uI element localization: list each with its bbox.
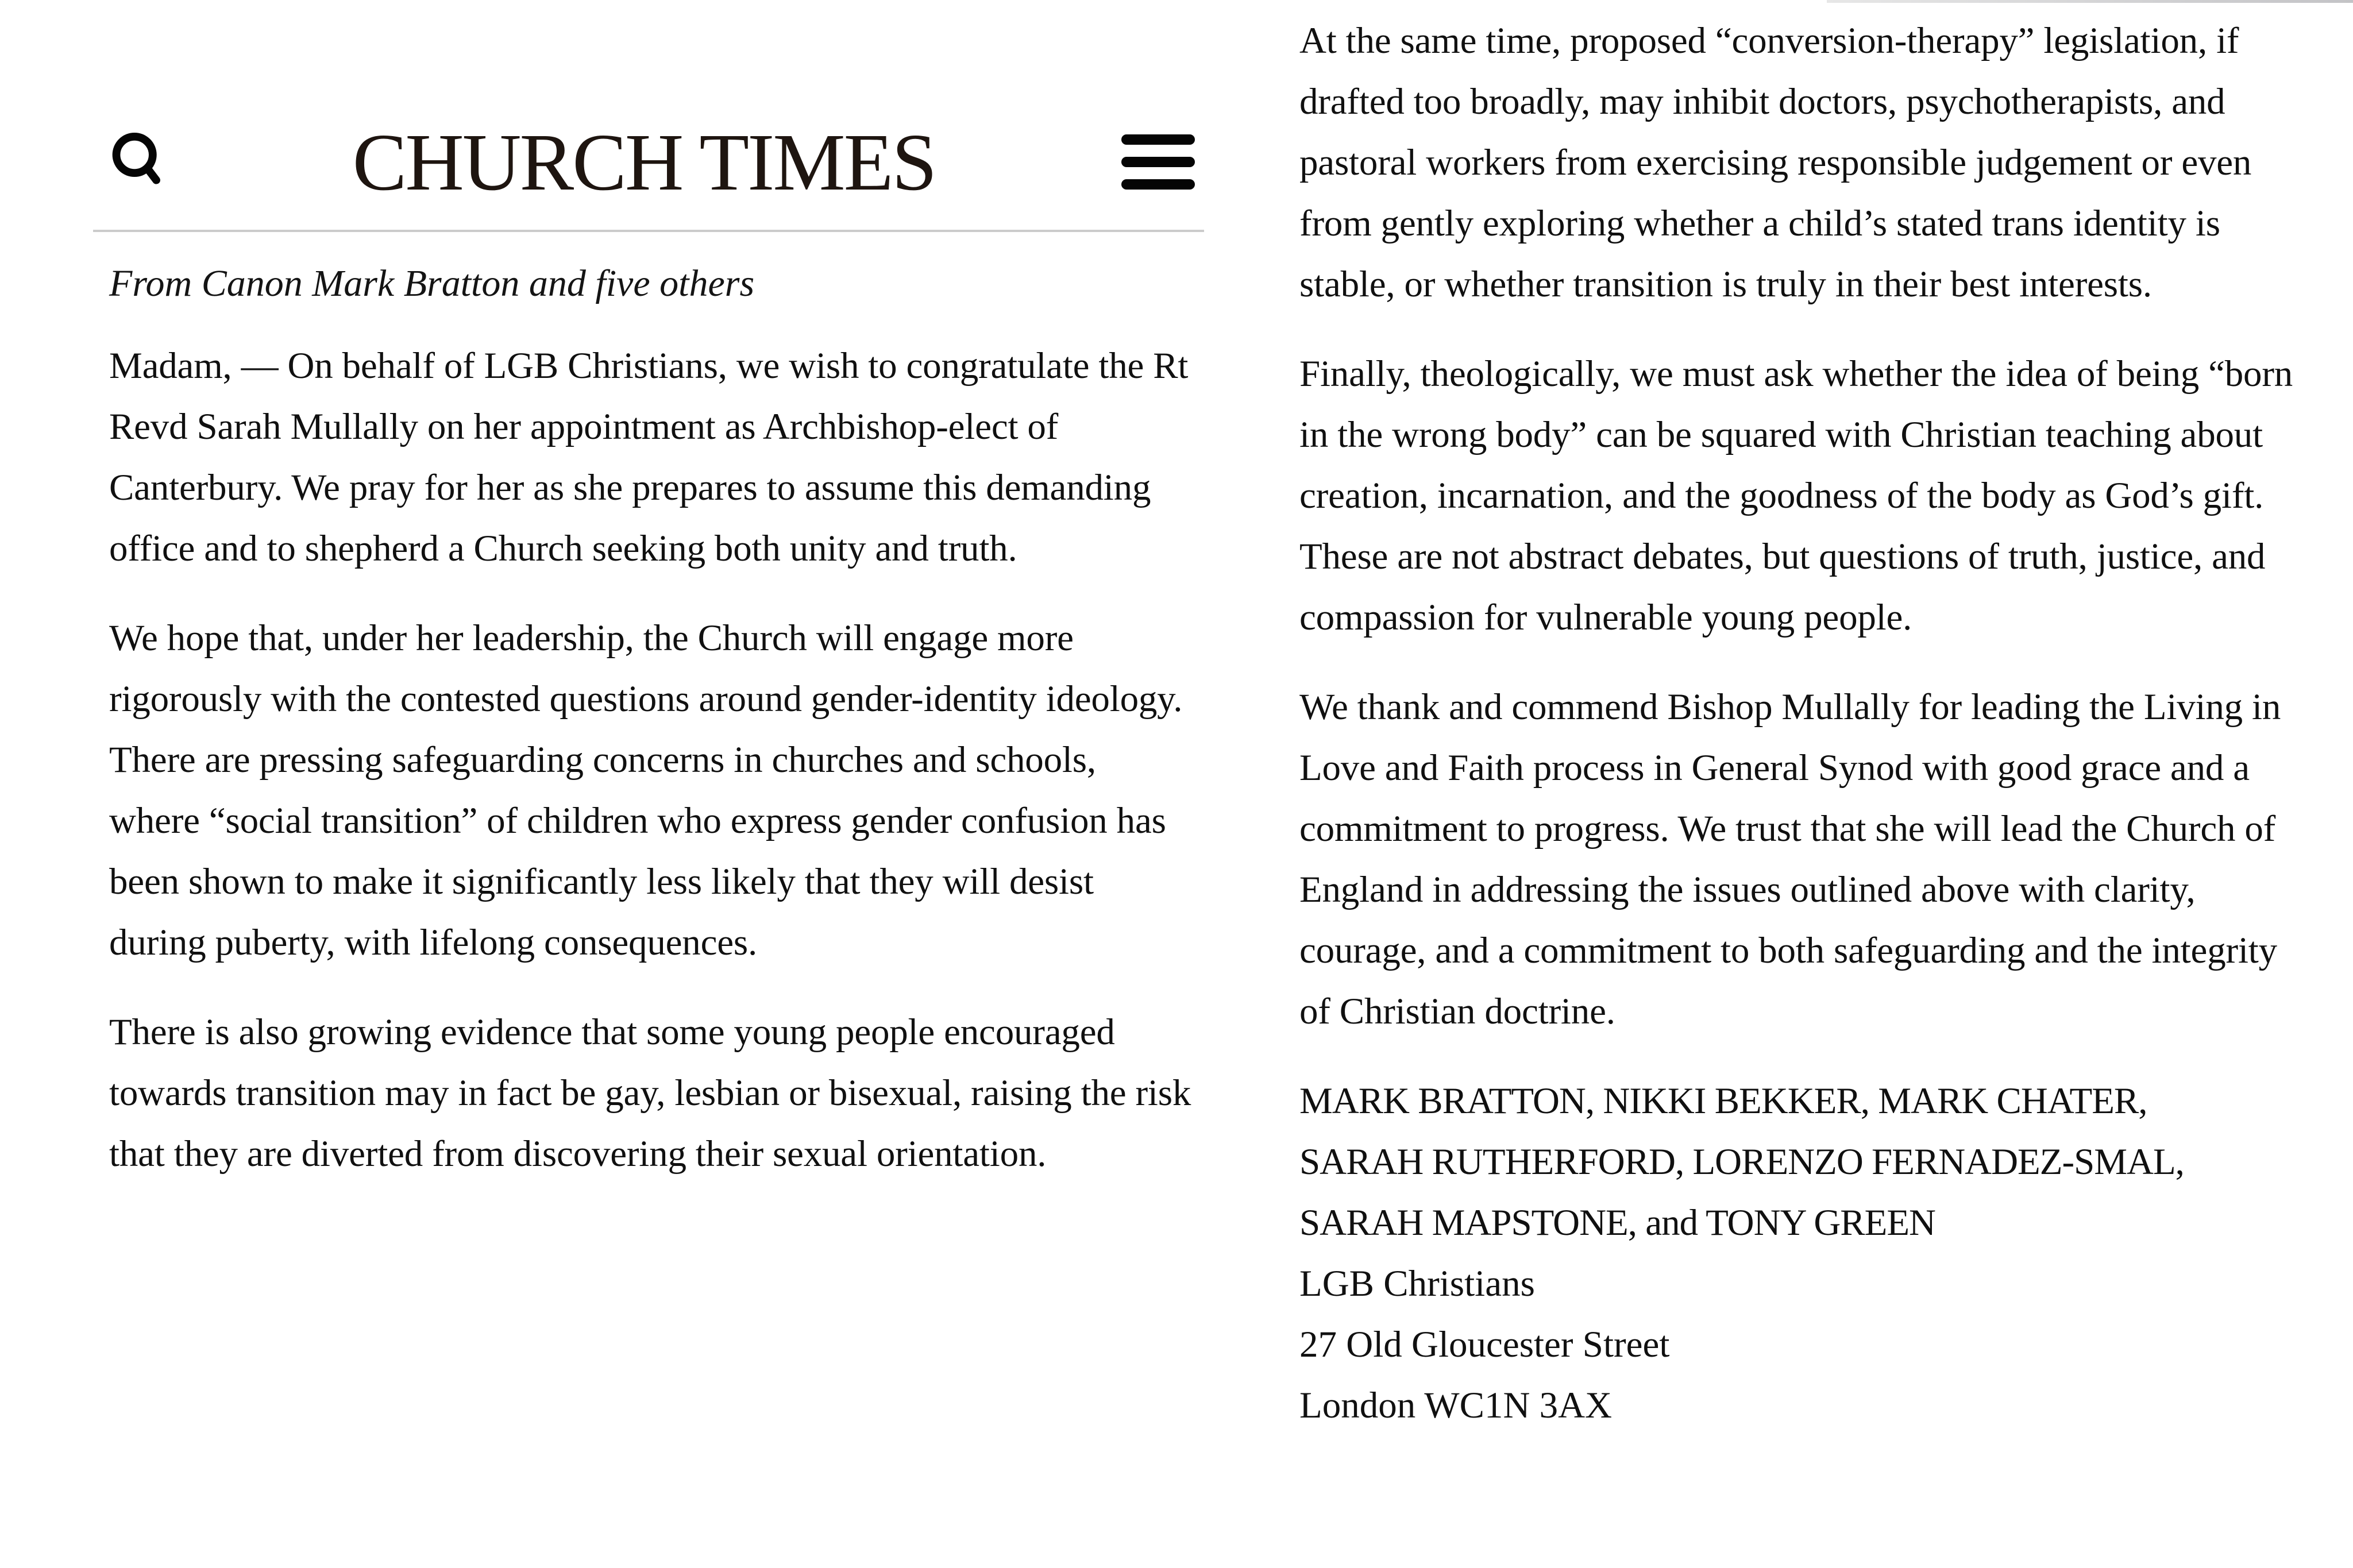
- masthead-logo[interactable]: CHURCH TIMES: [352, 117, 936, 207]
- search-icon: [109, 130, 167, 194]
- signatory-organisation: LGB Christians: [1299, 1263, 1535, 1304]
- left-column: [109, 0, 1195, 1184]
- menu-button[interactable]: [1121, 134, 1195, 190]
- signatory-names-line: SARAH RUTHERFORD, LORENZO FERNADEZ-SMAL,: [1299, 1141, 2184, 1183]
- letter-paragraph-4: At the same time, proposed “conversion-therapy” legislation, if drafted too broadly, may inhibit doctors, psychotherapists, and pastoral workers from exercising responsible judgement or even from gently exploring whether a child’s stated trans identity is stable, or whether transition is truly in their best interests.: [1299, 20, 2252, 305]
- signature-block: [1299, 1071, 2293, 1436]
- top-divider-line: [1827, 0, 2353, 3]
- signatory-address-city: London WC1N 3AX: [1299, 1385, 1613, 1426]
- letter-byline: From Canon Mark Bratton and five others: [109, 262, 755, 304]
- letter-paragraph-5: Finally, theologically, we must ask whether the idea of being “born in the wrong body” can be squared with Christian teaching about creation, incarnation, and the goodness of the body as God’s gift. These are not abstract debates, but questions of truth, justice, and compassion for vulnerable young people.: [1299, 353, 2293, 638]
- signatory-names-line: MARK BRATTON, NIKKI BEKKER, MARK CHATER,: [1299, 1080, 2147, 1122]
- letter-paragraph-6: We thank and commend Bishop Mullally for leading the Living in Love and Faith process in General Synod with good grace and a commitment to progress. We trust that she will lead the Church of England in addressing the issues outlined above with clarity, courage, and a commitment to both safeguarding and the integrity of Christian doctrine.: [1299, 686, 2281, 1032]
- header-divider: [93, 230, 1204, 232]
- hamburger-menu-icon: [1121, 134, 1195, 145]
- letter-paragraph-2: We hope that, under her leadership, the Church will engage more rigorously with the contested questions around gender-identity ideology. There are pressing safeguarding concerns in churches and schools, where “social transition” of children who express gender confusion has been shown to make it significantly less likely that they will desist during puberty, with lifelong consequences.: [109, 617, 1183, 963]
- right-column: [1299, 10, 2293, 1436]
- search-button[interactable]: [109, 130, 167, 194]
- hamburger-menu-icon: [1121, 157, 1195, 167]
- signatory-address-street: 27 Old Gloucester Street: [1299, 1324, 1670, 1365]
- letter-paragraph-1: Madam, — On behalf of LGB Christians, we wish to congratulate the Rt Revd Sarah Mullally on her appointment as Archbishop-elect of Canterbury. We pray for her as she prepares to assume this demanding office and to shepherd a Church seeking both unity and truth.: [109, 345, 1189, 569]
- site-header: [109, 117, 1195, 207]
- signatory-names-line: SARAH MAPSTONE, and TONY GREEN: [1299, 1202, 1935, 1243]
- hamburger-menu-icon: [1121, 179, 1195, 190]
- letter-paragraph-3: There is also growing evidence that some young people encouraged towards transition may in fact be gay, lesbian or bisexual, raising the risk that they are diverted from discovering their sexual orientation.: [109, 1011, 1191, 1175]
